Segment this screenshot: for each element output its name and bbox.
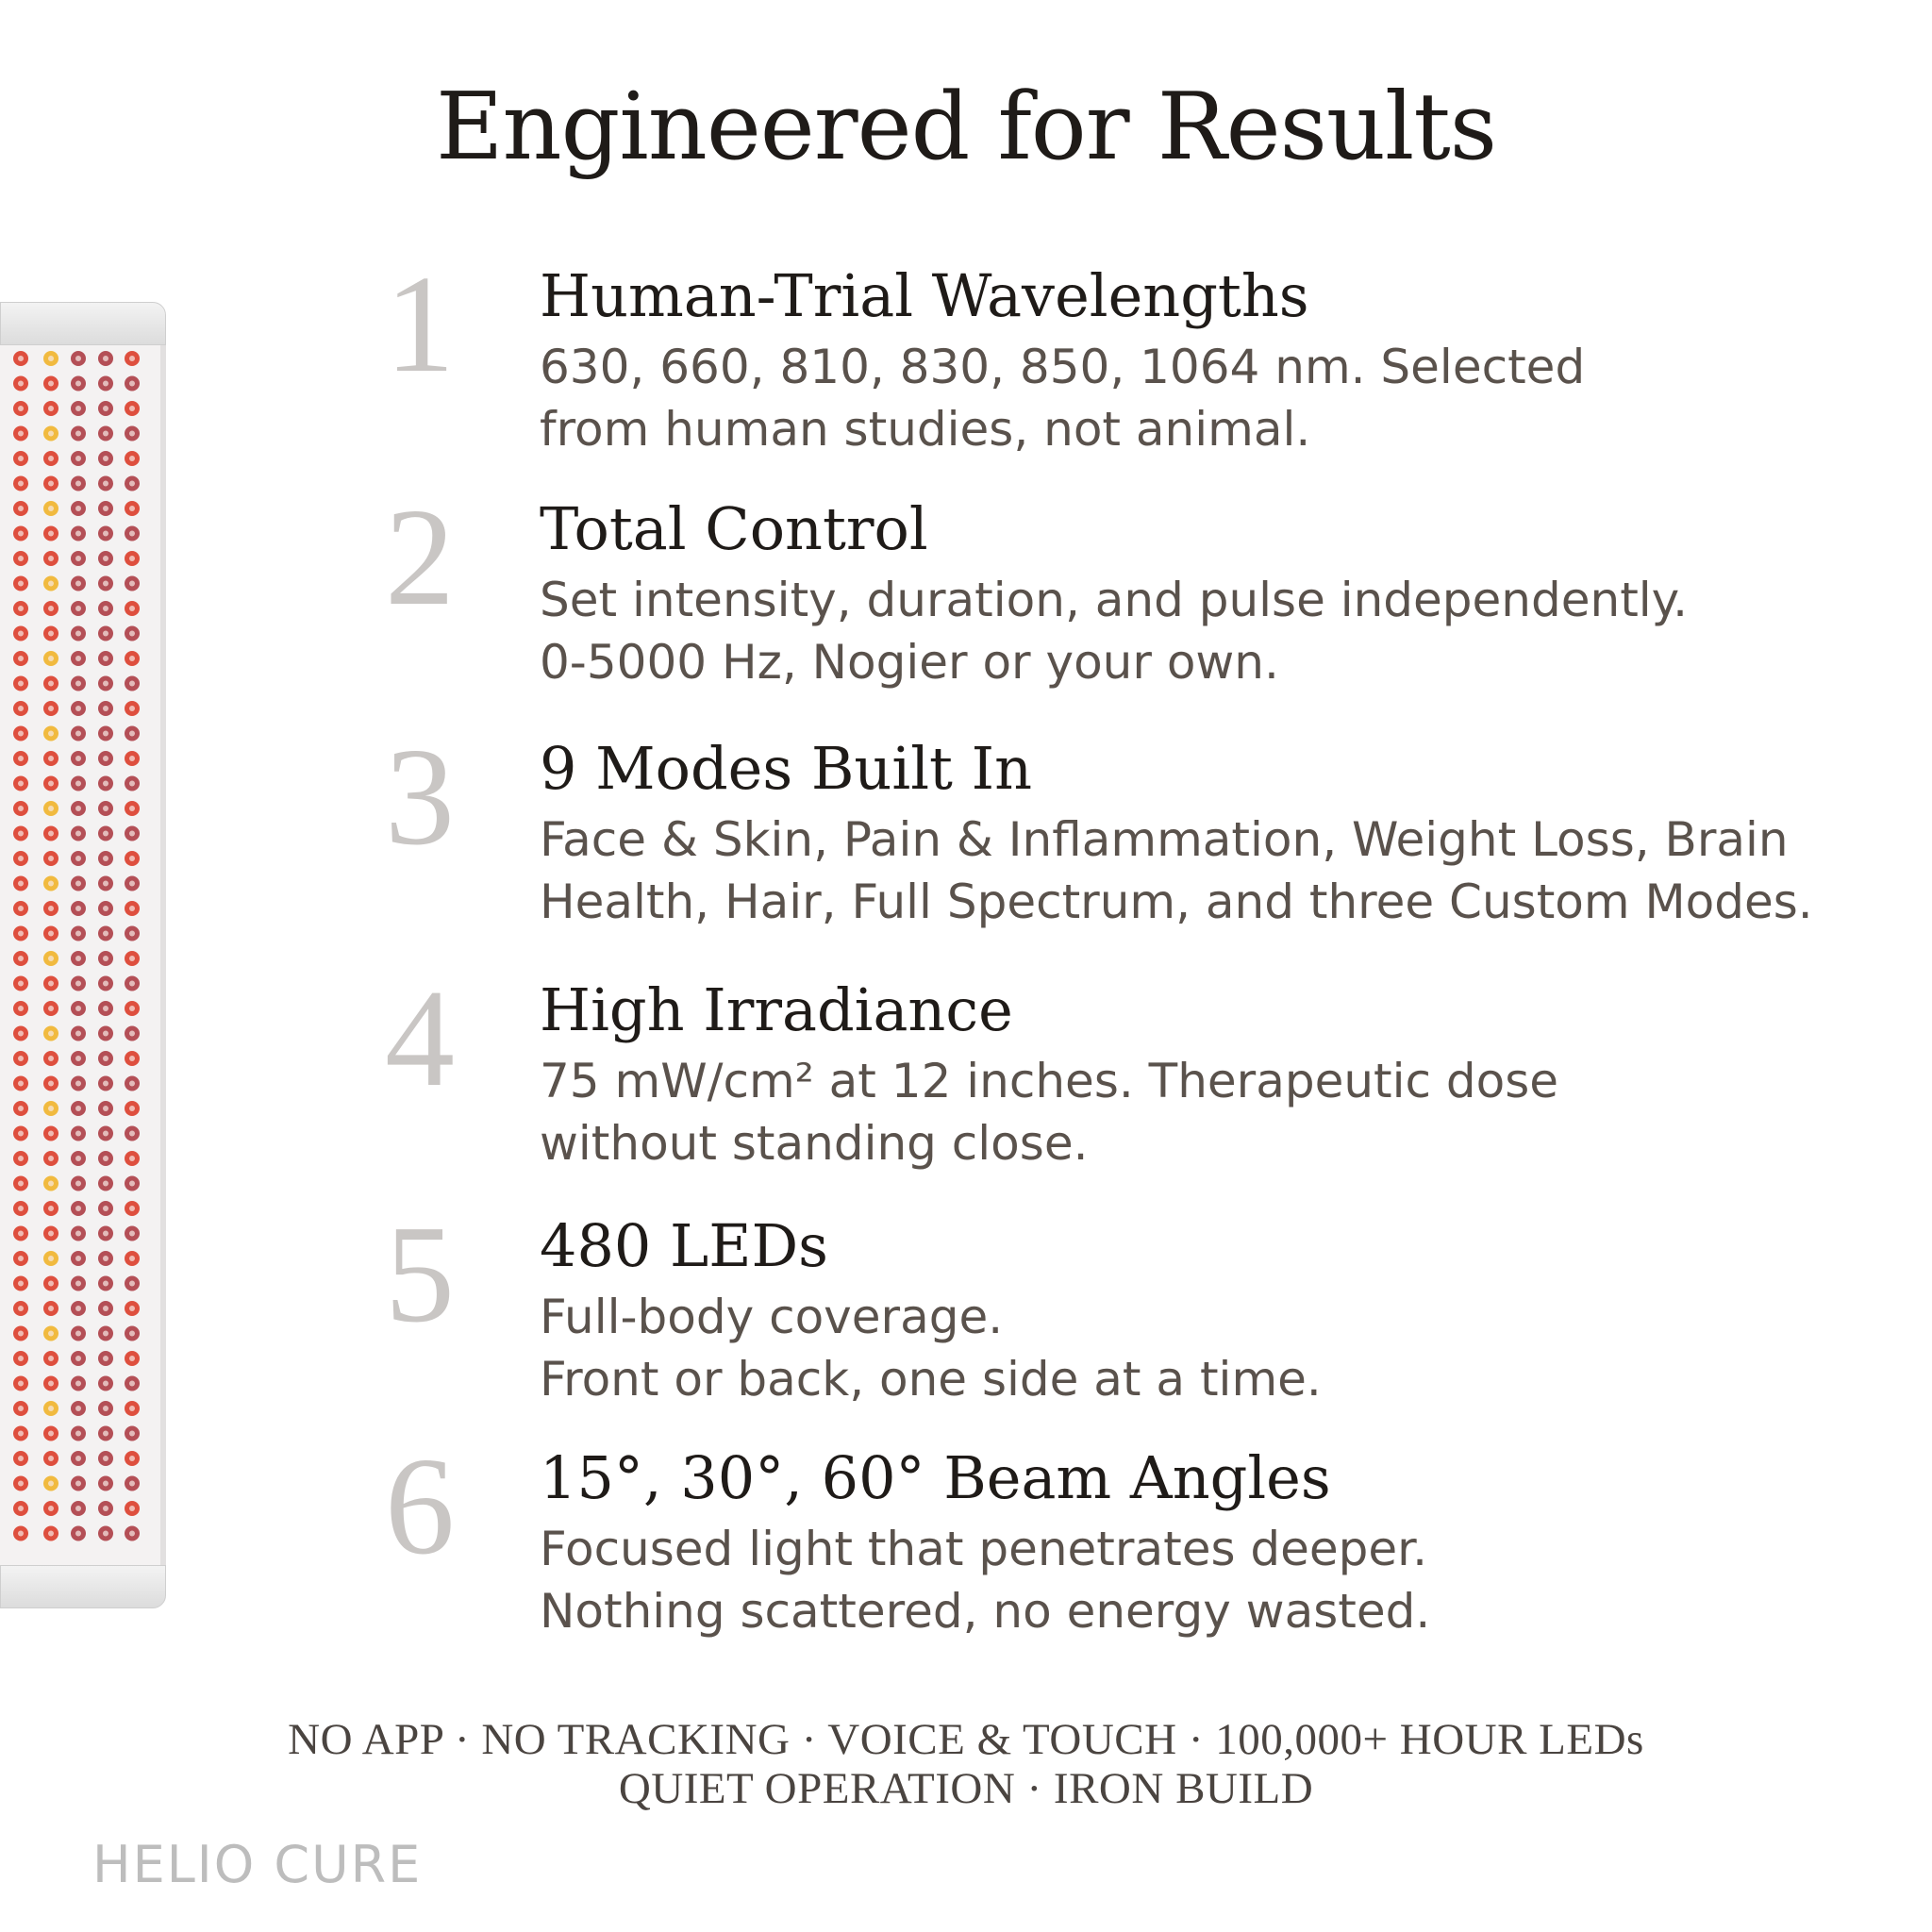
led-dot-center: [75, 631, 81, 637]
led-dot-center: [18, 956, 24, 961]
led-dot-center: [48, 1456, 54, 1461]
led-dot-center: [18, 1056, 24, 1061]
led-dot-center: [18, 1306, 24, 1311]
led-dot-center: [129, 1306, 135, 1311]
led-dot-center: [48, 1281, 54, 1287]
led-dot-center: [103, 606, 108, 611]
led-dot-center: [75, 1056, 81, 1061]
led-dot-center: [48, 981, 54, 987]
led-dot-center: [129, 781, 135, 787]
led-dot-center: [75, 731, 81, 737]
led-dot-center: [18, 1031, 24, 1037]
led-dot-center: [18, 1131, 24, 1137]
led-dot-center: [103, 656, 108, 661]
led-dot-center: [75, 1231, 81, 1237]
led-dot-center: [75, 1081, 81, 1087]
led-dot-center: [48, 531, 54, 537]
led-dot-center: [129, 656, 135, 661]
led-dot-center: [48, 1531, 54, 1537]
led-dot-center: [75, 1156, 81, 1161]
led-dot-center: [18, 731, 24, 737]
led-dot-center: [129, 1456, 135, 1461]
led-dot-center: [103, 1356, 108, 1361]
led-dot-center: [75, 506, 81, 511]
led-dot-center: [129, 831, 135, 837]
feature-title: High Irradiance: [540, 975, 1013, 1044]
led-dot-center: [18, 556, 24, 561]
led-dot-center: [129, 1031, 135, 1037]
feature-desc-line1: 75 mW/cm² at 12 inches. Therapeutic dose: [540, 1054, 1559, 1108]
led-dot-center: [75, 706, 81, 711]
led-dot-center: [129, 506, 135, 511]
led-dot-center: [103, 1281, 108, 1287]
led-dot-center: [48, 656, 54, 661]
led-dot-center: [129, 1081, 135, 1087]
led-dot-center: [48, 1131, 54, 1137]
led-dot-center: [103, 681, 108, 687]
led-dot-center: [75, 1506, 81, 1511]
led-dot-center: [129, 681, 135, 687]
led-dot-center: [75, 1381, 81, 1387]
led-dot-center: [103, 1506, 108, 1511]
led-dot-center: [129, 1331, 135, 1337]
led-dot-center: [75, 981, 81, 987]
led-dot-center: [129, 756, 135, 761]
led-dot-center: [75, 356, 81, 361]
led-dot-center: [75, 1181, 81, 1187]
led-dot-center: [129, 1006, 135, 1011]
led-dot-center: [103, 781, 108, 787]
led-dot-center: [18, 781, 24, 787]
led-dot-center: [18, 381, 24, 387]
feature-title: 9 Modes Built In: [540, 734, 1033, 803]
led-dot-center: [48, 1156, 54, 1161]
led-dot-center: [48, 1506, 54, 1511]
led-dot-center: [18, 1256, 24, 1261]
led-dot-center: [103, 731, 108, 737]
led-dot-center: [18, 906, 24, 911]
feature-number: 5: [385, 1197, 455, 1352]
led-dot-center: [129, 1181, 135, 1187]
led-dot-center: [75, 1256, 81, 1261]
led-dot-center: [75, 681, 81, 687]
led-dot-center: [18, 1181, 24, 1187]
led-dot-center: [129, 731, 135, 737]
page-title: Engineered for Results: [435, 74, 1497, 181]
panel-bottom-cap: [0, 1565, 166, 1608]
led-dot-center: [18, 856, 24, 861]
led-dot-center: [75, 1356, 81, 1361]
led-dot-center: [129, 381, 135, 387]
led-dot-center: [103, 1181, 108, 1187]
led-dot-center: [18, 631, 24, 637]
led-dot-center: [129, 431, 135, 437]
led-dot-center: [129, 406, 135, 411]
led-dot-center: [48, 1331, 54, 1337]
led-dot-center: [18, 1406, 24, 1411]
led-dot-center: [129, 456, 135, 461]
led-dot-center: [75, 1306, 81, 1311]
footer-line-2: QUIET OPERATION · IRON BUILD: [618, 1764, 1314, 1813]
led-dot-center: [75, 881, 81, 887]
led-dot-center: [129, 531, 135, 537]
led-dot-center: [18, 1481, 24, 1487]
led-dot-center: [103, 1256, 108, 1261]
led-dot-center: [18, 1106, 24, 1111]
led-dot-center: [129, 1156, 135, 1161]
led-dot-center: [18, 1331, 24, 1337]
led-dot-center: [75, 806, 81, 811]
led-dot-center: [129, 981, 135, 987]
led-dot-center: [75, 756, 81, 761]
led-dot-center: [48, 856, 54, 861]
led-dot-center: [48, 706, 54, 711]
led-dot-center: [103, 706, 108, 711]
led-grid: [0, 345, 160, 1565]
led-dot-center: [103, 431, 108, 437]
led-dot-center: [103, 831, 108, 837]
led-dot-center: [129, 856, 135, 861]
led-dot-center: [18, 1356, 24, 1361]
feature-desc-line2: from human studies, not animal.: [540, 402, 1311, 457]
led-dot-center: [48, 1306, 54, 1311]
led-dot-center: [48, 1381, 54, 1387]
led-dot-center: [75, 481, 81, 487]
feature-title: Human-Trial Wavelengths: [540, 261, 1309, 330]
led-dot-center: [129, 1356, 135, 1361]
led-dot-center: [103, 956, 108, 961]
led-dot-center: [103, 1231, 108, 1237]
led-dot-center: [48, 781, 54, 787]
led-dot-center: [75, 1531, 81, 1537]
led-dot-center: [48, 1356, 54, 1361]
led-dot-center: [129, 881, 135, 887]
led-dot-center: [18, 581, 24, 587]
led-dot-center: [48, 506, 54, 511]
led-dot-center: [129, 1481, 135, 1487]
led-dot-center: [129, 1131, 135, 1137]
led-dot-center: [103, 1456, 108, 1461]
led-dot-center: [18, 531, 24, 537]
led-dot-center: [129, 631, 135, 637]
led-dot-center: [103, 1156, 108, 1161]
led-dot-center: [129, 706, 135, 711]
led-dot-center: [75, 906, 81, 911]
led-dot-center: [129, 606, 135, 611]
led-dot-center: [103, 381, 108, 387]
feature-number: 1: [385, 247, 455, 402]
led-dot-center: [18, 456, 24, 461]
led-dot-center: [103, 881, 108, 887]
led-dot-center: [18, 931, 24, 937]
led-dot-center: [18, 706, 24, 711]
led-dot-center: [75, 1456, 81, 1461]
feature-number: 4: [385, 961, 455, 1116]
led-dot-center: [129, 806, 135, 811]
led-dot-center: [48, 806, 54, 811]
led-dot-center: [48, 1406, 54, 1411]
feature-title: 480 LEDs: [540, 1211, 829, 1280]
led-dot-center: [18, 1081, 24, 1087]
feature-number: 2: [385, 480, 455, 635]
led-dot-center: [48, 1231, 54, 1237]
led-dot-center: [18, 1531, 24, 1537]
led-dot-center: [48, 1481, 54, 1487]
brand-logo: HELIO CURE: [92, 1835, 423, 1894]
led-dot-center: [103, 1056, 108, 1061]
led-dot-center: [18, 1381, 24, 1387]
led-dot-center: [103, 1081, 108, 1087]
feature-desc-line2: Front or back, one side at a time.: [540, 1352, 1322, 1407]
led-dot-center: [48, 356, 54, 361]
led-dot-center: [75, 931, 81, 937]
led-dot-center: [48, 556, 54, 561]
led-dot-center: [48, 831, 54, 837]
led-dot-center: [129, 356, 135, 361]
led-dot-center: [129, 1531, 135, 1537]
led-dot-center: [75, 1281, 81, 1287]
led-dot-center: [18, 1281, 24, 1287]
led-dot-center: [48, 606, 54, 611]
led-dot-center: [75, 1206, 81, 1211]
led-dot-center: [18, 1006, 24, 1011]
led-dot-center: [103, 1331, 108, 1337]
led-dot-center: [18, 1206, 24, 1211]
led-dot-center: [129, 1281, 135, 1287]
led-dot-center: [103, 356, 108, 361]
led-dot-center: [129, 1506, 135, 1511]
led-dot-center: [48, 931, 54, 937]
feature-title: 15°, 30°, 60° Beam Angles: [540, 1443, 1331, 1512]
led-dot-center: [103, 556, 108, 561]
led-dot-center: [48, 956, 54, 961]
led-dot-center: [48, 581, 54, 587]
led-dot-center: [48, 1431, 54, 1437]
led-dot-center: [103, 856, 108, 861]
led-dot-center: [103, 931, 108, 937]
led-dot-center: [129, 481, 135, 487]
led-dot-center: [103, 1206, 108, 1211]
led-dot-center: [18, 1231, 24, 1237]
led-dot-center: [48, 906, 54, 911]
led-dot-center: [48, 1031, 54, 1037]
led-dot-center: [48, 456, 54, 461]
led-dot-center: [75, 856, 81, 861]
led-dot-center: [18, 681, 24, 687]
led-dot-center: [75, 956, 81, 961]
led-dot-center: [103, 1481, 108, 1487]
led-dot-center: [18, 481, 24, 487]
led-dot-center: [18, 1156, 24, 1161]
led-dot-center: [75, 456, 81, 461]
feature-desc-line1: Focused light that penetrates deeper.: [540, 1522, 1428, 1576]
led-dot-center: [18, 806, 24, 811]
led-dot-center: [103, 756, 108, 761]
feature-desc-line1: Set intensity, duration, and pulse independently.: [540, 573, 1689, 627]
led-panel-image: [0, 302, 166, 1608]
feature-title: Total Control: [540, 494, 928, 563]
led-dot-center: [18, 831, 24, 837]
led-dot-center: [103, 631, 108, 637]
led-dot-center: [48, 381, 54, 387]
led-dot-center: [129, 1431, 135, 1437]
led-dot-center: [48, 406, 54, 411]
feature-desc-line2: 0-5000 Hz, Nogier or your own.: [540, 635, 1279, 690]
led-dot-center: [103, 1381, 108, 1387]
led-dot-center: [129, 1231, 135, 1237]
led-dot-center: [18, 656, 24, 661]
led-dot-center: [129, 956, 135, 961]
led-dot-center: [48, 1056, 54, 1061]
led-dot-center: [129, 1406, 135, 1411]
led-dot-center: [103, 1006, 108, 1011]
led-dot-center: [48, 1181, 54, 1187]
led-dot-center: [75, 1431, 81, 1437]
led-dot-center: [48, 756, 54, 761]
led-dot-center: [75, 406, 81, 411]
led-dot-center: [129, 1206, 135, 1211]
feature-desc-line2: Nothing scattered, no energy wasted.: [540, 1584, 1431, 1639]
led-dot-center: [129, 1056, 135, 1061]
led-dot-center: [103, 981, 108, 987]
led-dot-center: [48, 431, 54, 437]
led-dot-center: [129, 1256, 135, 1261]
led-dot-center: [48, 1081, 54, 1087]
led-dot-center: [48, 1006, 54, 1011]
led-dot-center: [18, 1506, 24, 1511]
feature-desc-line1: Full-body coverage.: [540, 1290, 1004, 1344]
panel-body: [0, 345, 166, 1565]
led-dot-center: [18, 1431, 24, 1437]
led-dot-center: [103, 456, 108, 461]
led-dot-center: [103, 531, 108, 537]
led-dot-center: [75, 781, 81, 787]
led-dot-center: [103, 1031, 108, 1037]
panel-top-cap: [0, 302, 166, 345]
led-dot-center: [48, 1206, 54, 1211]
led-dot-center: [129, 581, 135, 587]
led-dot-center: [103, 1531, 108, 1537]
led-dot-center: [103, 481, 108, 487]
led-dot-center: [18, 406, 24, 411]
led-dot-center: [18, 881, 24, 887]
led-dot-center: [75, 606, 81, 611]
led-dot-center: [129, 1106, 135, 1111]
feature-desc-line2: without standing close.: [540, 1116, 1089, 1171]
led-dot-center: [18, 431, 24, 437]
led-dot-center: [48, 731, 54, 737]
led-dot-center: [75, 831, 81, 837]
led-dot-center: [103, 1131, 108, 1137]
led-dot-center: [75, 581, 81, 587]
led-dot-center: [75, 556, 81, 561]
led-dot-center: [75, 1106, 81, 1111]
feature-desc-line1: Face & Skin, Pain & Inflammation, Weight Loss, Brain: [540, 812, 1789, 867]
feature-number: 3: [385, 720, 455, 874]
led-dot-center: [129, 556, 135, 561]
led-dot-center: [75, 1406, 81, 1411]
led-dot-center: [103, 1431, 108, 1437]
led-dot-center: [103, 506, 108, 511]
led-dot-center: [75, 1031, 81, 1037]
led-dot-center: [18, 756, 24, 761]
led-dot-center: [48, 631, 54, 637]
led-dot-center: [48, 481, 54, 487]
led-dot-center: [103, 581, 108, 587]
led-dot-center: [48, 1256, 54, 1261]
footer-line-1: NO APP · NO TRACKING · VOICE & TOUCH · 100,000+ HOUR LEDs: [288, 1715, 1644, 1764]
led-dot-center: [48, 681, 54, 687]
led-dot-center: [18, 981, 24, 987]
feature-desc-line1: 630, 660, 810, 830, 850, 1064 nm. Selected: [540, 340, 1586, 394]
led-dot-center: [48, 881, 54, 887]
led-dot-center: [103, 806, 108, 811]
led-dot-center: [75, 1481, 81, 1487]
led-dot-center: [75, 531, 81, 537]
led-dot-center: [129, 1381, 135, 1387]
led-dot-center: [129, 906, 135, 911]
led-dot-center: [75, 381, 81, 387]
led-dot-center: [75, 656, 81, 661]
led-dot-center: [48, 1106, 54, 1111]
led-dot-center: [103, 406, 108, 411]
led-dot-center: [18, 1456, 24, 1461]
led-dot-center: [103, 1306, 108, 1311]
feature-number: 6: [385, 1429, 455, 1584]
led-dot-center: [75, 1131, 81, 1137]
led-dot-center: [18, 506, 24, 511]
led-dot-center: [75, 1006, 81, 1011]
led-dot-center: [103, 1406, 108, 1411]
led-dot-center: [103, 1106, 108, 1111]
led-dot-center: [75, 431, 81, 437]
led-dot-center: [18, 356, 24, 361]
led-dot-center: [75, 1331, 81, 1337]
led-dot-center: [103, 906, 108, 911]
led-dot-center: [18, 606, 24, 611]
feature-desc-line2: Health, Hair, Full Spectrum, and three Custom Modes.: [540, 874, 1813, 929]
led-dot-center: [129, 931, 135, 937]
